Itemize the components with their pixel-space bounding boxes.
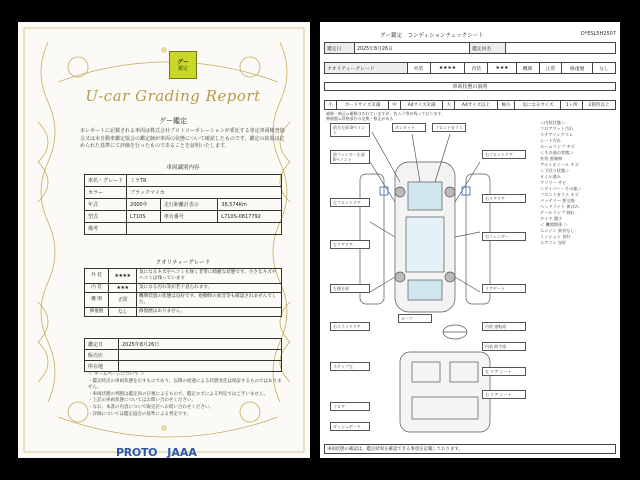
list-item: ステアリングスレ: [540, 132, 574, 137]
row-label: 外装: [407, 63, 430, 74]
quality-table: [84, 268, 282, 317]
list-item: テールランプ 割れ: [540, 210, 575, 215]
row-value: なし: [592, 63, 615, 74]
goo-badge: [169, 51, 197, 79]
row-label: 修復歴: [562, 63, 593, 74]
list-item: シート汚れ: [540, 138, 561, 143]
badge-line1: グー: [176, 58, 189, 66]
list-item: ミッション 良好: [540, 234, 571, 239]
legend-cell: 大: [443, 101, 455, 110]
table-row: [85, 187, 282, 199]
field-value: [127, 223, 282, 235]
quality-rating: ★★★: [109, 284, 137, 293]
table-row: [85, 199, 282, 211]
row-label: 内装: [465, 63, 488, 74]
table-row: [85, 361, 282, 372]
field-value: 36,574Km: [218, 199, 282, 211]
jaaa-logo: JAAA: [167, 446, 197, 458]
legend-cell: 1ヶ所: [561, 101, 583, 110]
quality-label: 内 装: [85, 284, 109, 293]
damage-box: リアゲート: [482, 284, 526, 293]
row-value: ★★★★: [430, 63, 465, 74]
damage-box: ボンネット: [392, 123, 426, 132]
quality-label: 修復歴: [85, 308, 109, 317]
list-item: オイル滲み: [540, 174, 561, 179]
table-row: [85, 339, 282, 350]
field-label: 年式: [85, 199, 127, 211]
interior-box: 内装 運転席: [482, 322, 526, 331]
notes-title: ＜ ホームページについて ＞: [88, 372, 145, 377]
badge-line2: 鑑定: [177, 65, 188, 72]
list-item: ＜下回り状態＞: [540, 168, 570, 173]
field-value: L710S-0817792: [218, 211, 282, 223]
legend-note: 補修・修正=補修はされていますが、色ムラ等が残っております。: [326, 111, 446, 116]
field-label: 備考: [85, 223, 127, 235]
quality-header: クオリティーグレード: [155, 260, 211, 266]
list-item: アルミホイール キズ: [540, 162, 579, 167]
row-label: 機関: [516, 63, 539, 74]
table-row: [85, 175, 282, 187]
field-value: 2000年: [127, 199, 161, 211]
footer-value: [119, 350, 282, 361]
report-title: U-car Grading Report: [85, 87, 261, 105]
sheet-code: D*ESL5H2507: [580, 31, 616, 37]
grading-report-card: [18, 22, 310, 458]
damage-box: 左後方部: [330, 284, 370, 293]
damage-box: 左リアドア: [330, 240, 370, 249]
list-item: マフラー サビ: [540, 180, 567, 185]
interior-box: ダッシュボード: [330, 422, 370, 431]
notes-block: [88, 372, 284, 418]
list-item: ＜その他の状態＞: [540, 150, 574, 155]
footer-value: [119, 361, 282, 372]
quality-text: 気になる汚れ等が若干見られます。: [137, 284, 282, 293]
interior-box: 右 リア シート: [482, 390, 526, 399]
vehicle-header: 車両識別内容: [166, 165, 200, 171]
sheet-title: グー鑑定 コンディションチェックシート: [380, 33, 484, 39]
legend-cell: 極小: [497, 101, 515, 110]
report-intro: 本レポートに記載される車両は株式会社プロトコーポレーションが委託する専定車両検査協会又は本自動車鑑定協会の鑑定師が車両の状態について確認したものです。鑑定の結果は定められた基準にて評価を行ったものであることを証明いたします。: [80, 128, 285, 149]
field-value: L710S: [127, 211, 161, 223]
table-row: [85, 293, 282, 308]
footer-table: [84, 338, 282, 372]
list-item: ＜ワイパー・その他＞: [540, 186, 582, 191]
list-item: フロアマット汚れ: [540, 126, 574, 131]
list-item: 外装 要補修: [540, 156, 563, 161]
damage-box: ルーフ: [398, 314, 432, 323]
list-item: フロントガラス キズ: [540, 192, 579, 197]
field-label: カラー: [85, 187, 127, 199]
proto-logo: PROTO: [116, 446, 158, 458]
table-row: [85, 308, 282, 317]
table-row: [85, 223, 282, 235]
legend-cell: 気になるサイズ: [515, 101, 561, 110]
footer-label: 鑑定日: [85, 339, 119, 350]
damage-box: 左フロントドア: [330, 198, 370, 207]
bottom-note: 車両状態の確認は、鑑定結果を確認できる事項を記載しております。: [324, 444, 616, 454]
footer-label: 所在地: [85, 361, 119, 372]
quality-text: 修復歴はありません。: [137, 308, 282, 317]
interior-box: 内装 助手席: [482, 342, 526, 351]
damage-box: 前フェンダー左部 Bペイント: [330, 150, 370, 164]
state-header: 車両状態の説明: [324, 82, 616, 91]
quality-label: 外 装: [85, 269, 109, 284]
damage-box: 前方左部 Bペイント: [330, 123, 370, 137]
quality-rating: なし: [109, 308, 137, 317]
note-line: ・上記の車両状態についてはお問い合わせください。: [88, 398, 196, 404]
quality-rating: ★★★★: [109, 269, 137, 284]
list-item: ＜内装状態＞: [540, 120, 566, 125]
list-item: ルームランプ キズ: [540, 144, 575, 149]
field-value: ブラックマイカ: [127, 187, 282, 199]
note-line: ・評価については鑑定協会の基準による判定です。: [88, 411, 192, 417]
quality-rating: 正常: [109, 293, 137, 308]
logos: [116, 446, 197, 458]
row-value: ★★★: [488, 63, 516, 74]
field-label: 走行距離計表示: [160, 199, 217, 211]
damage-box: 右スライドドア: [330, 322, 370, 331]
list-item: エンジン 異音なし: [540, 228, 575, 233]
field-label: 車台番号: [160, 211, 217, 223]
table-row: [85, 211, 282, 223]
legend-cell: A4サイズ以上: [455, 101, 497, 110]
quality-label: 機 関: [85, 293, 109, 308]
legend-cell: A4サイズ未満: [401, 101, 443, 110]
condition-check-sheet: [320, 22, 620, 458]
row-value: 正常: [539, 63, 562, 74]
legend-cell: 2箇所以上: [582, 101, 615, 110]
legend-cell: 中: [388, 101, 400, 110]
footer-value: 2025年8月26日: [119, 339, 282, 350]
row-value: 2025年8月26日: [355, 43, 470, 54]
field-value: ミラTR: [127, 175, 282, 187]
table-row: [85, 284, 282, 293]
report-subtitle: グー鑑定: [159, 117, 187, 125]
damage-box: 右フロントドア: [482, 150, 526, 159]
list-item: バッテリー 要交換: [540, 198, 575, 203]
list-item: ヘッドライト 黄ばみ: [540, 204, 579, 209]
quality-text: 気になるキズやヘコミも無く非常に綺麗な状態です。小さなキズやヘコミは残っています: [137, 269, 282, 284]
note-line: ・鑑定時点の車両状態を示すものであり、以降の経過による状態変化は保証するものではありません。: [88, 378, 282, 391]
quality-text: 機関装置の状態は良好です。始動時の異音等も確認されませんでした。: [137, 293, 282, 308]
damage-box: 右リアドア: [482, 194, 526, 203]
field-label: 車名・グレード: [85, 175, 127, 187]
right-status-list: [540, 120, 616, 246]
row-label: 鑑定員名: [470, 43, 506, 54]
damage-box: ステップ左: [330, 362, 370, 371]
legend-cell: 小: [325, 101, 337, 110]
damage-box: フロントガラス: [432, 123, 466, 132]
list-item: エアコン 良好: [540, 240, 567, 245]
table-row: [85, 350, 282, 361]
legend-note: 修復歴=骨格部位の交換・修正がある: [326, 116, 394, 121]
vehicle-table: [84, 174, 282, 235]
row-label: 鑑定日: [325, 43, 355, 54]
interior-box: 左 リア シート: [482, 367, 526, 376]
note-line: ・車両状態の判断は鑑定員の目視によるもので、鑑定ロボによる判定ではございません。: [88, 391, 269, 397]
row-label: クオリティーグレード: [325, 63, 408, 74]
interior-box: フロア: [330, 402, 370, 411]
damage-box: 右フェンダー: [482, 232, 526, 241]
footer-label: 販売店: [85, 350, 119, 361]
list-item: ＜ 機関関係 ＞: [540, 222, 568, 227]
list-item: タイヤ 溝少: [540, 216, 563, 221]
note-line: ・なお、本書の内容について販売店へお問い合わせください。: [88, 404, 214, 410]
field-label: 型式: [85, 211, 127, 223]
legend-cell: カードサイズ未満: [337, 101, 389, 110]
table-row: [85, 269, 282, 284]
